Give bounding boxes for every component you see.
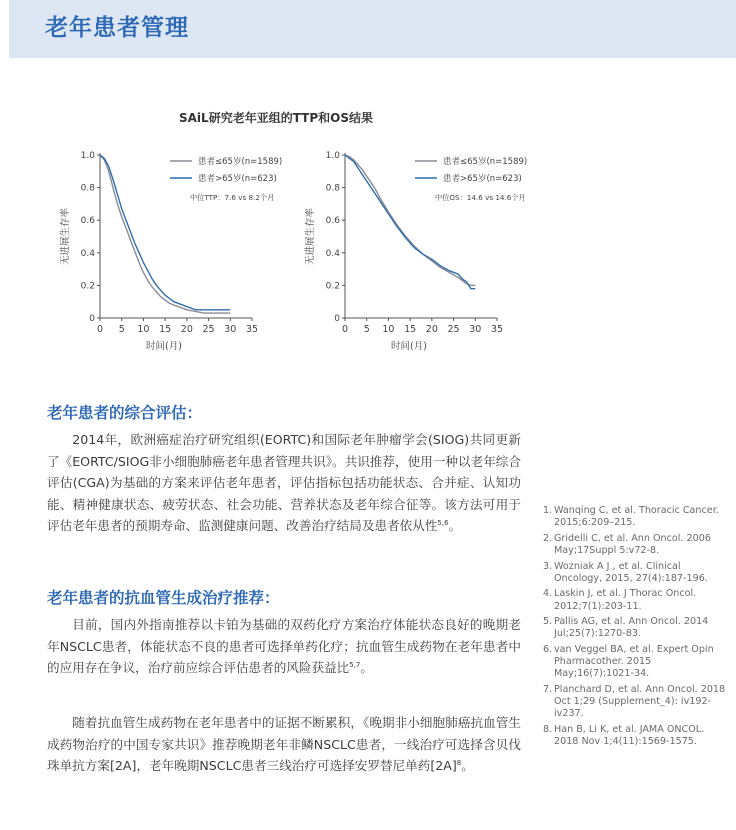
reference-number: 3.: [543, 560, 553, 572]
legend-label: 患者≤65岁(n=1589): [198, 157, 283, 167]
antiangiogenic-paragraph-1: 目前，国内外指南推荐以卡铂为基础的双药化疗方案治疗体能状态良好的晚期老年NSCLC患者，体能状态不良的患者可选择单药化疗；抗血管生成药物在老年患者中的应用存在争议，治疗前应综合评估患者的风险获益比$^{5,7}$。: [47, 617, 521, 676]
legend-label: 患者>65岁(n=623): [443, 174, 522, 184]
reference-item: [543, 505, 731, 529]
antiangiogenic-paragraph-2: 随着抗血管生成药物在老年患者中的证据不断累积，《晚期非小细胞肺癌抗血管生成药物治疗的中国专家共识》推荐晚期老年非鳞NSCLC患者，一线治疗可选择含贝伐珠单抗方案[2A]，老年晚期NSCLC患者三线治疗可选择安罗替尼单药$[2A]^8$。: [47, 715, 521, 774]
reference-item: [543, 684, 731, 721]
os-chart: [293, 138, 533, 358]
y-tick-label: 0.2: [325, 281, 340, 292]
reference-number: 7.: [543, 683, 553, 695]
reference-text: Planchard D, et al. Ann Oncol. 2018 Oct 1;29 (Supplement_4): iv192-iv237.: [554, 683, 726, 720]
y-tick-label: 0: [89, 314, 95, 324]
x-axis-label: 时间(月): [146, 341, 182, 352]
page-title: 老年患者管理: [45, 15, 189, 41]
y-axis-label: 无进展生存率: [60, 207, 71, 266]
x-tick-label: 15: [159, 324, 172, 335]
x-tick-label: 15: [404, 324, 417, 335]
reference-item: [543, 561, 731, 585]
x-tick-label: 20: [180, 324, 193, 335]
median-annotation: 中位TTP：7.6 vs 8.2个月: [190, 193, 275, 202]
x-tick-label: 5: [118, 324, 125, 335]
y-tick-label: 0.8: [325, 183, 340, 194]
x-tick-label: 30: [469, 324, 482, 335]
ttp-chart: [48, 138, 288, 358]
section-title-assessment: 老年患者的综合评估：: [47, 404, 203, 422]
reference-number: 2.: [543, 532, 553, 544]
assessment-paragraph: 2014年，欧洲癌症治疗研究组织(EORTC)和国际老年肿瘤学会(SIOG)共同更新了《EORTC/SIOG非小细胞肺癌老年患者管理共识》。共识推荐，使用一种以老年综合评估(CGA)为基础的方案来评估老年患者，评估指标包括功能状态、合并症、认知功能、精神健康状态、疲劳状态、社会功能、营养状态及老年综合征等。该方法可用于评估老年患者的预期寿命、监测健康问题、改善治疗结局及患者依从性$^{5,6}$。: [47, 432, 521, 534]
y-tick-label: 1.0: [80, 151, 95, 161]
reference-text: van Veggel BA, et al. Expert Opin Pharmacother. 2015 May;16(7):1021-34.: [554, 643, 714, 680]
reference-number: 4.: [543, 588, 553, 600]
reference-text: Wozniak A J , et al. Clinical Oncology, 2015, 27(4):187-196.: [554, 560, 708, 584]
y-tick-label: 1.0: [325, 151, 340, 161]
x-tick-label: 30: [224, 324, 237, 335]
x-tick-label: 0: [341, 324, 349, 335]
x-tick-label: 10: [382, 324, 395, 335]
y-tick-label: 0.6: [325, 216, 340, 227]
y-tick-label: 0: [334, 314, 340, 324]
reference-text: Laskin J, et al. J Thorac Oncol. 2012;7(1):203-11.: [554, 588, 697, 612]
x-tick-label: 20: [425, 324, 438, 335]
x-tick-label: 25: [202, 324, 215, 335]
reference-text: Gridelli C, et al. Ann Oncol. 2006 May;17Suppl 5:v72-8.: [554, 532, 711, 556]
reference-text: Wanqing C, et al. Thoracic Cancer. 2015;6:209–215.: [554, 505, 719, 529]
legend-label: 患者>65岁(n=623): [198, 174, 277, 184]
x-tick-label: 10: [137, 324, 150, 335]
x-tick-label: 35: [490, 324, 504, 335]
reference-list: [543, 505, 731, 752]
y-tick-label: 0.4: [325, 248, 340, 259]
reference-number: 8.: [543, 723, 553, 735]
y-tick-label: 0.2: [80, 281, 95, 292]
reference-text: Pallis AG, et al. Ann Oncol. 2014 Jul;25(7):1270-83.: [554, 616, 709, 640]
y-tick-label: 0.4: [80, 248, 95, 259]
median-annotation: 中位OS：14.6 vs 14.6个月: [435, 193, 526, 202]
reference-item: [543, 533, 731, 557]
legend-label: 患者≤65岁(n=1589): [443, 157, 528, 167]
x-tick-label: 0: [96, 324, 104, 335]
figure-title: SAiL研究老年亚组的TTP和OS结果: [179, 111, 373, 125]
section-title-antiangiogenic: 老年患者的抗血管生成治疗推荐：: [47, 589, 280, 607]
y-tick-label: 0.6: [80, 216, 95, 227]
x-tick-label: 35: [245, 324, 259, 335]
y-axis-label: 无进展生存率: [305, 207, 316, 266]
x-tick-label: 25: [447, 324, 460, 335]
reference-text: Han B, Li K, et al. JAMA ONCOL. 2018 Nov 1;4(11):1569-1575.: [554, 723, 705, 748]
y-tick-label: 0.8: [80, 183, 95, 194]
x-tick-label: 5: [363, 324, 370, 335]
reference-number: 5.: [543, 616, 553, 628]
reference-item: [543, 588, 731, 612]
reference-number: 1.: [543, 505, 553, 516]
page-header: [9, 0, 736, 58]
reference-item: [543, 616, 731, 640]
reference-number: 6.: [543, 643, 553, 655]
x-axis-label: 时间(月): [391, 341, 427, 352]
reference-item: [543, 724, 731, 748]
reference-item: [543, 644, 731, 681]
